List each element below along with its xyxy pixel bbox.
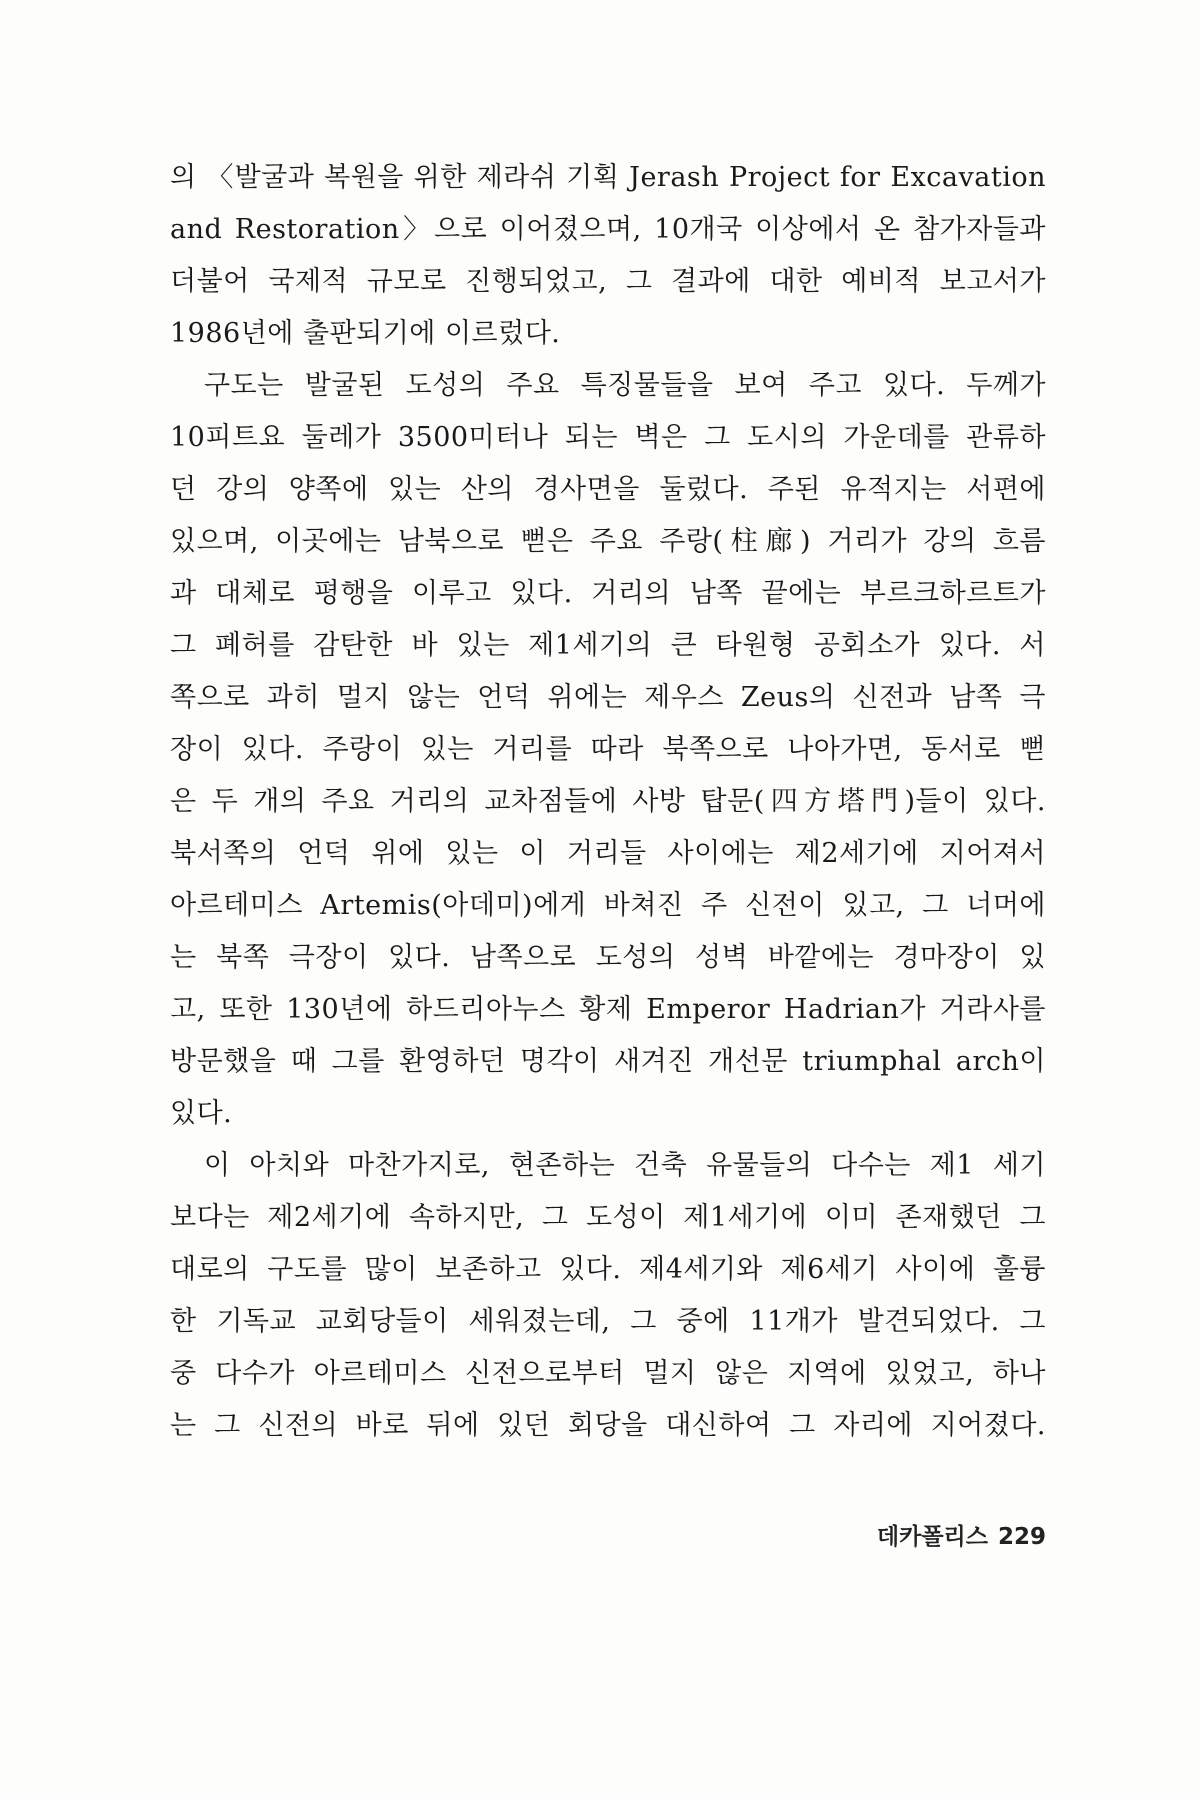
text-line: 방문했을 때 그를 환영하던 명각이 새겨진 개선문 triumphal arch이 <box>170 1046 1046 1077</box>
text-line: 던 강의 양쪽에 있는 산의 경사면을 둘렀다. 주된 유적지는 서편에 <box>170 474 1046 505</box>
text-line: 쪽으로 과히 멀지 않는 언덕 위에는 제우스 Zeus의 신전과 남쪽 극 <box>170 682 1046 713</box>
paragraph-1 <box>170 152 1046 360</box>
text-line: 고, 또한 130년에 하드리아누스 황제 Emperor Hadrian가 거라사를 <box>170 994 1046 1025</box>
text-line: 있다. <box>170 1098 233 1129</box>
text-line: 는 그 신전의 바로 뒤에 있던 회당을 대신하여 그 자리에 지어졌다. <box>170 1410 1046 1441</box>
paragraph-2 <box>170 360 1046 1140</box>
text-line: 한 기독교 교회당들이 세워졌는데, 그 중에 11개가 발견되었다. 그 <box>170 1306 1046 1337</box>
text-line: and Restoration〉으로 이어졌으며, 10개국 이상에서 온 참가자들과 <box>170 214 1046 245</box>
text-line: 중 다수가 아르테미스 신전으로부터 멀지 않은 지역에 있었고, 하나 <box>170 1358 1046 1389</box>
text-line: 더불어 국제적 규모로 진행되었고, 그 결과에 대한 예비적 보고서가 <box>170 266 1046 297</box>
text-line: 보다는 제2세기에 속하지만, 그 도성이 제1세기에 이미 존재했던 그 <box>170 1202 1046 1233</box>
text-line: 이 아치와 마찬가지로, 현존하는 건축 유물들의 다수는 제1 세기 <box>204 1150 1046 1181</box>
page-footer <box>850 1518 1046 1551</box>
text-line: 10피트요 둘레가 3500미터나 되는 벽은 그 도시의 가운데를 관류하 <box>170 422 1046 453</box>
text-line: 아르테미스 Artemis(아데미)에게 바쳐진 주 신전이 있고, 그 너머에 <box>170 890 1046 921</box>
text-line: 장이 있다. 주랑이 있는 거리를 따라 북쪽으로 나아가면, 동서로 뻗 <box>170 734 1046 765</box>
text-line: 북서쪽의 언덕 위에 있는 이 거리들 사이에는 제2세기에 지어져서 <box>170 838 1046 869</box>
text-line: 1986년에 출판되기에 이르렀다. <box>170 318 561 349</box>
body-text <box>170 152 1046 1452</box>
page-number: 229 <box>997 1524 1046 1550</box>
text-line: 대로의 구도를 많이 보존하고 있다. 제4세기와 제6세기 사이에 훌륭 <box>170 1254 1046 1285</box>
running-title: 데카폴리스 <box>876 1524 988 1550</box>
text-line: 은 두 개의 주요 거리의 교차점들에 사방 탑문(四方塔門)들이 있다. <box>170 786 1046 817</box>
text-line: 구도는 발굴된 도성의 주요 특징물들을 보여 주고 있다. 두께가 <box>204 370 1046 401</box>
text-line: 그 폐허를 감탄한 바 있는 제1세기의 큰 타원형 공회소가 있다. 서 <box>170 630 1046 661</box>
text-line: 과 대체로 평행을 이루고 있다. 거리의 남쪽 끝에는 부르크하르트가 <box>170 578 1046 609</box>
text-line: 는 북쪽 극장이 있다. 남쪽으로 도성의 성벽 바깥에는 경마장이 있 <box>170 942 1046 973</box>
text-line: 의 〈발굴과 복원을 위한 제라쉬 기획 Jerash Project for Excavation <box>170 162 1046 193</box>
text-line: 있으며, 이곳에는 남북으로 뻗은 주요 주랑(柱廊) 거리가 강의 흐름 <box>170 526 1046 557</box>
paragraph-3 <box>170 1140 1046 1452</box>
